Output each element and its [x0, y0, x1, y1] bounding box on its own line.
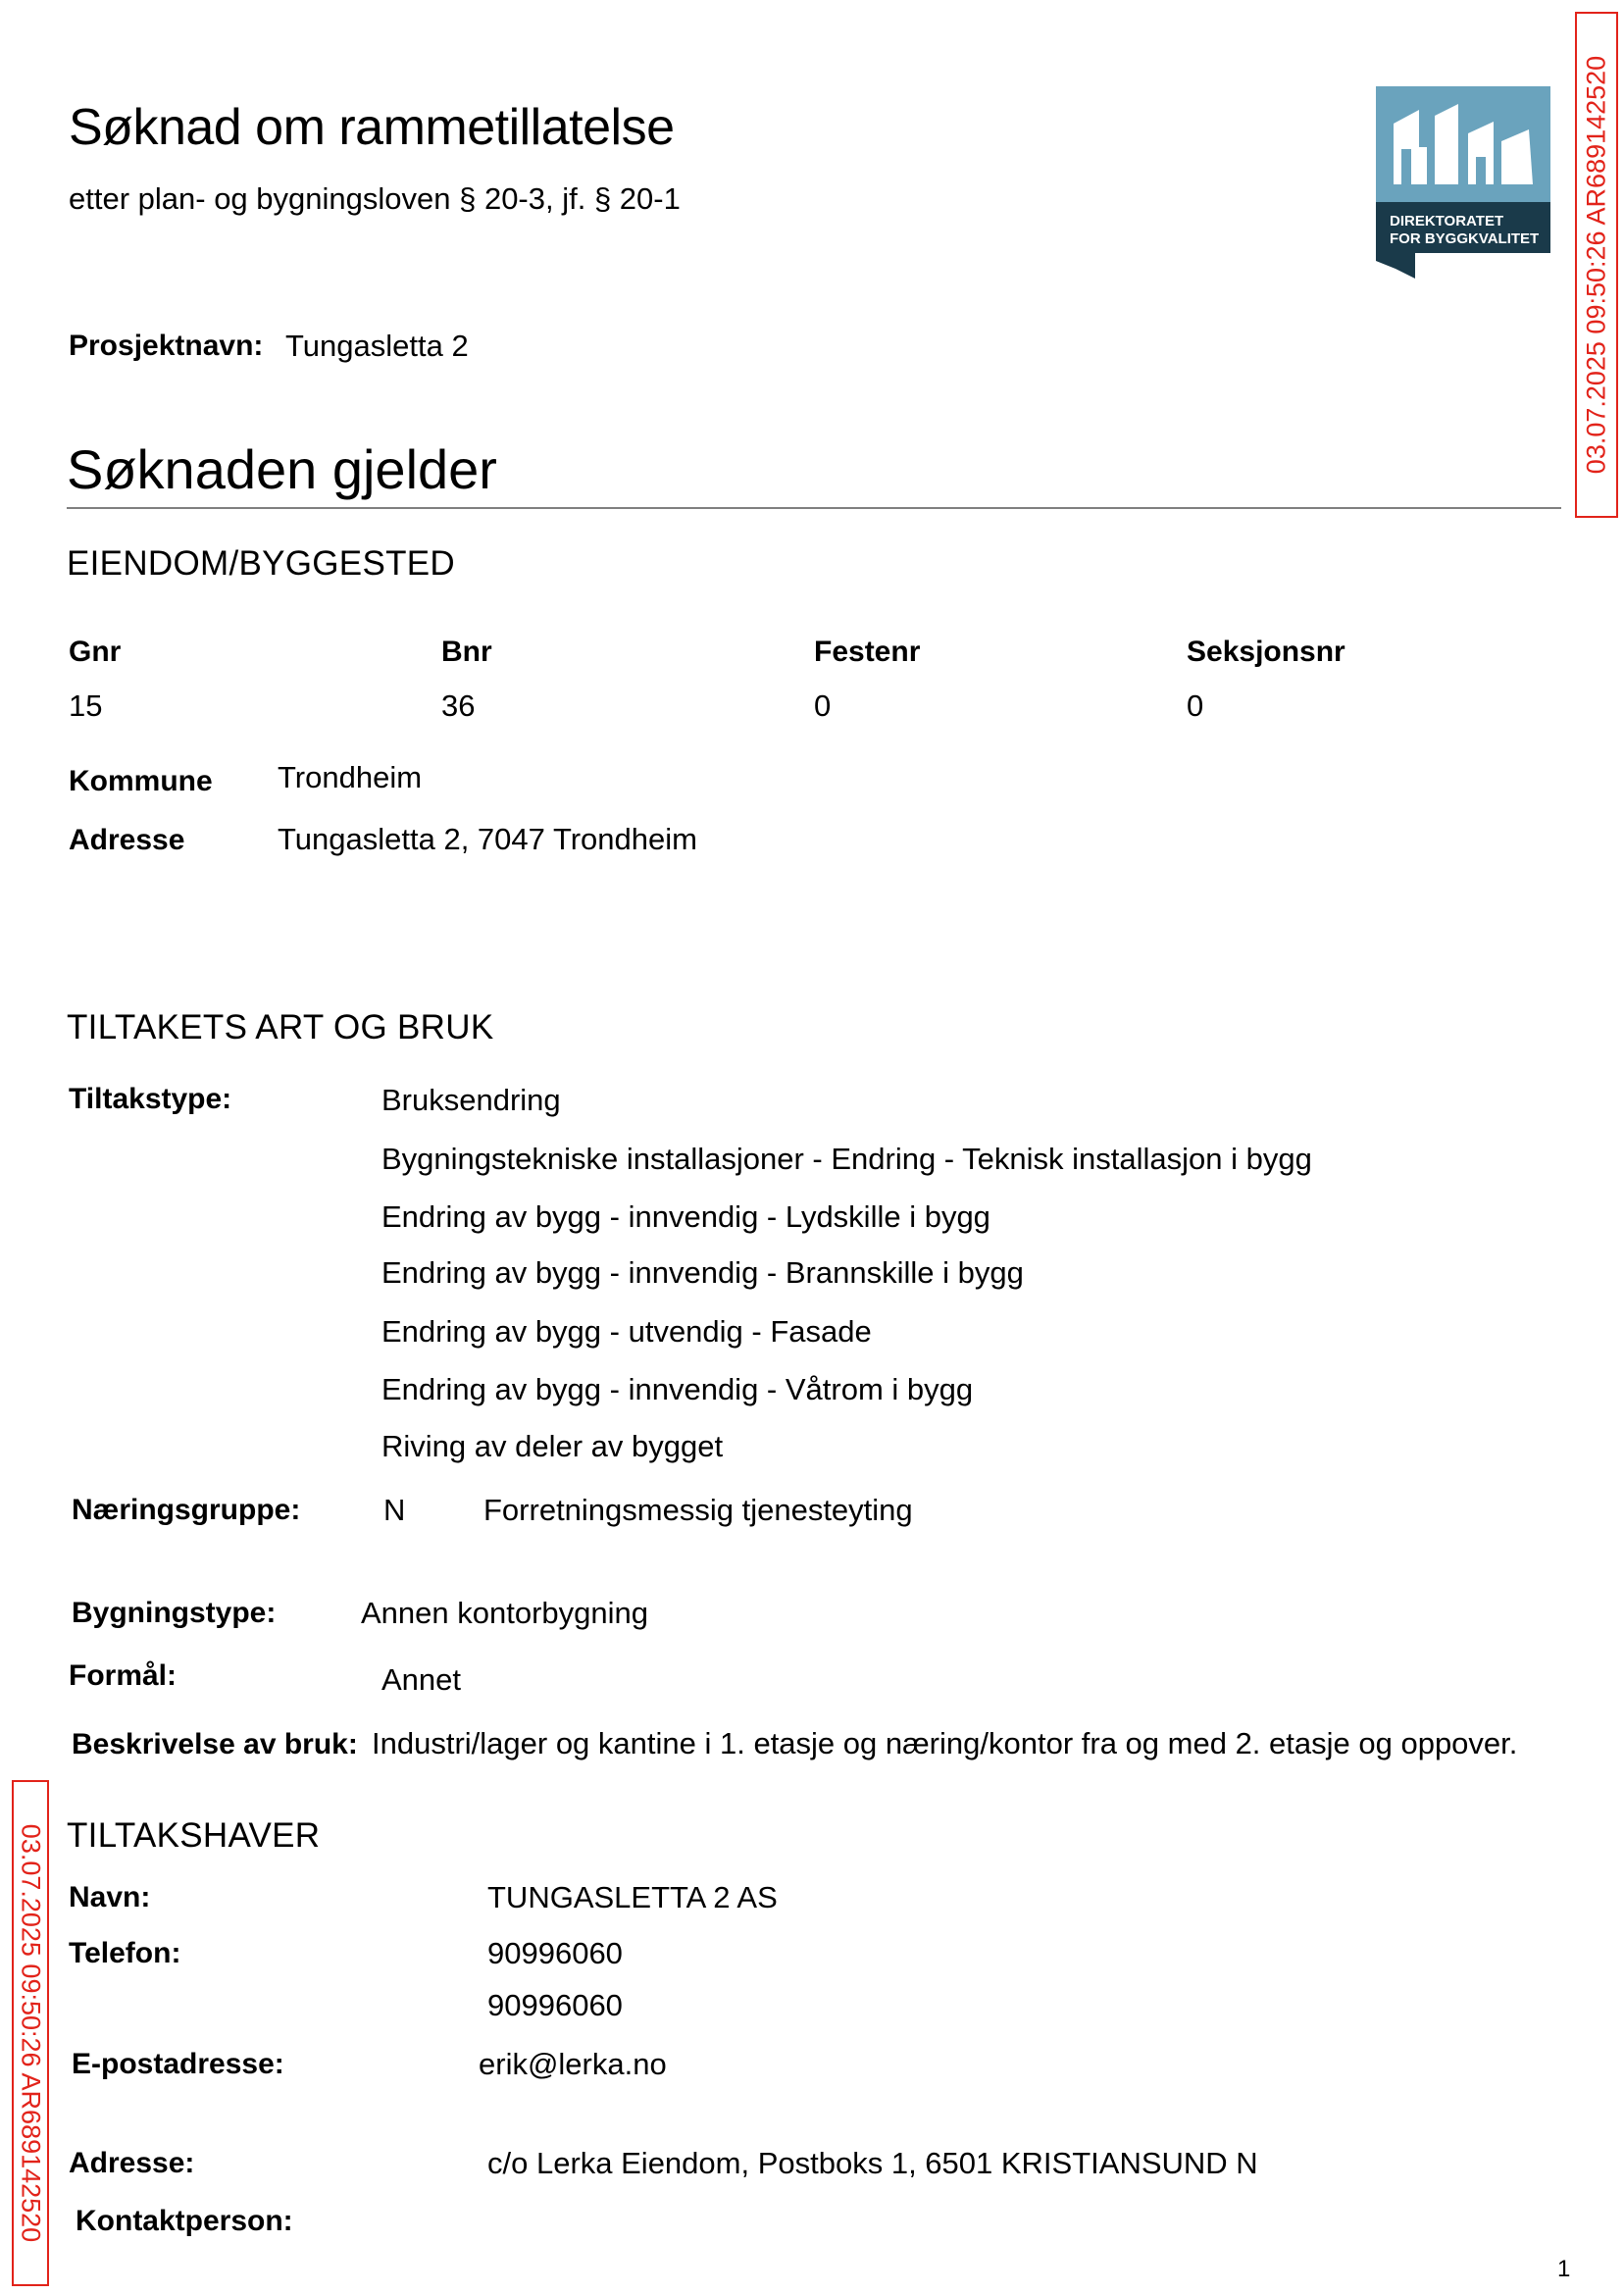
owner-address-label: Adresse: [69, 2147, 195, 2179]
building-type-label: Bygningstype: [72, 1597, 277, 1629]
measure-type-item: Endring av bygg - innvendig - Lydskille i bygg [381, 1199, 990, 1234]
measure-type-label: Tiltakstype: [69, 1083, 232, 1115]
dibk-logo [1376, 86, 1550, 279]
owner-email-label: E-postadresse: [72, 2048, 284, 2080]
logo-line1: DIREKTORATET [1390, 213, 1504, 229]
owner-name-value: TUNGASLETTA 2 AS [487, 1880, 778, 1914]
stamp-text-top: 03.07.2025 09:50:26 AR689142520 [1581, 55, 1611, 475]
description-label: Beskrivelse av bruk: [72, 1728, 358, 1760]
festenr-label: Festenr [814, 636, 921, 668]
owner-phone-label: Telefon: [69, 1937, 181, 1969]
owner-email-value: erik@lerka.no [479, 2047, 667, 2081]
purpose-label: Formål: [69, 1659, 178, 1692]
description-value: Industri/lager og kantine i 1. etasje og næring/kontor fra og med 2. etasje og oppover. [372, 1726, 1518, 1760]
seksjonsnr-value: 0 [1187, 688, 1204, 723]
page-subtitle: etter plan- og bygningsloven § 20-3, jf. § 20-1 [69, 181, 681, 216]
dibk-logo-graphic [1376, 86, 1550, 279]
adresse-value: Tungasletta 2, 7047 Trondheim [278, 822, 697, 856]
page-number: 1 [1557, 2256, 1571, 2282]
measure-type-item: Bygningstekniske installasjoner - Endring - Teknisk installasjon i bygg [381, 1142, 1312, 1176]
seksjonsnr-label: Seksjonsnr [1187, 636, 1345, 668]
bnr-label: Bnr [441, 636, 492, 668]
measure-type-item: Endring av bygg - innvendig - Våtrom i bygg [381, 1372, 974, 1406]
bnr-value: 36 [441, 688, 476, 723]
timestamp-stamp-top [1575, 12, 1618, 518]
owner-address-value: c/o Lerka Eiendom, Postboks 1, 6501 KRISTIANSUND N [487, 2146, 1258, 2180]
festenr-value: 0 [814, 688, 832, 723]
gnr-label: Gnr [69, 636, 122, 668]
measure-type-item: Endring av bygg - utvendig - Fasade [381, 1314, 872, 1349]
owner-heading: TILTAKSHAVER [67, 1816, 321, 1855]
page-title: Søknad om rammetillatelse [69, 99, 675, 156]
section-heading: Søknaden gjelder [67, 438, 497, 500]
logo-line2: FOR BYGGKVALITET [1390, 230, 1540, 247]
purpose-value: Annet [381, 1662, 462, 1697]
timestamp-stamp-left [12, 1780, 49, 2286]
owner-name-label: Navn: [69, 1881, 151, 1913]
gnr-value: 15 [69, 688, 103, 723]
property-heading: EIENDOM/BYGGESTED [67, 544, 455, 583]
stamp-text-left: 03.07.2025 09:50:26 AR689142520 [16, 1823, 46, 2243]
section-divider [67, 507, 1561, 509]
project-name-label: Prosjektnavn: [69, 330, 264, 362]
measure-type-item: Bruksendring [381, 1083, 561, 1117]
industry-name: Forretningsmessig tjenesteyting [483, 1493, 913, 1527]
owner-phone-value: 90996060 [487, 1988, 623, 2022]
owner-phone-value: 90996060 [487, 1936, 623, 1970]
industry-label: Næringsgruppe: [72, 1494, 301, 1526]
measure-type-item: Riving av deler av bygget [381, 1429, 724, 1463]
industry-code: N [383, 1493, 406, 1527]
project-name-value: Tungasletta 2 [285, 329, 469, 363]
measure-heading: TILTAKETS ART OG BRUK [67, 1008, 494, 1046]
owner-contact-label: Kontaktperson: [76, 2205, 293, 2237]
kommune-label: Kommune [69, 765, 213, 797]
adresse-label: Adresse [69, 824, 185, 856]
kommune-value: Trondheim [278, 760, 423, 794]
measure-type-item: Endring av bygg - innvendig - Brannskille i bygg [381, 1255, 1024, 1290]
building-type-value: Annen kontorbygning [361, 1596, 649, 1630]
